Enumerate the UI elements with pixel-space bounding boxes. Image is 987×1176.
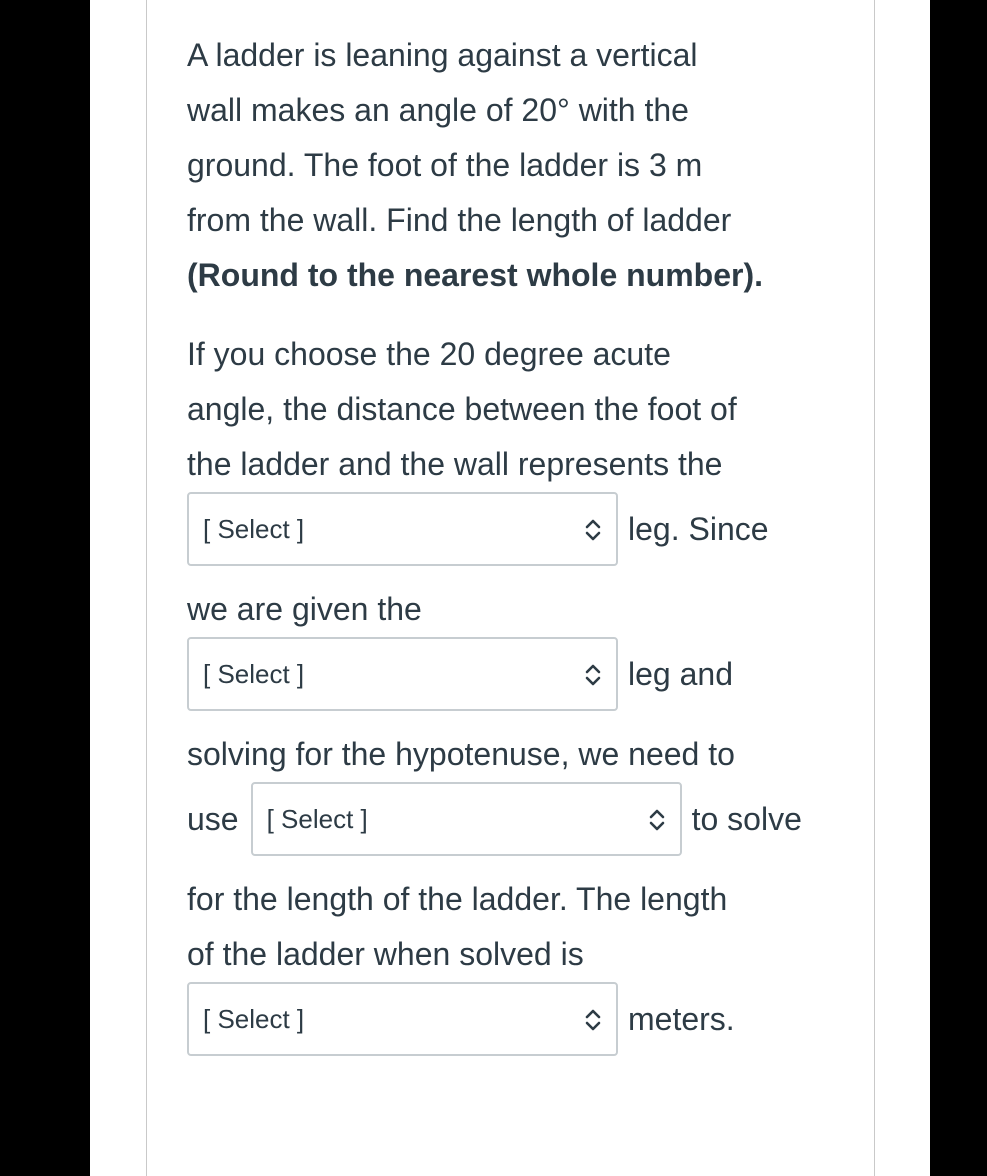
before-select-text: use <box>187 800 239 837</box>
body-line: for the length of the ladder. The length <box>187 881 728 917</box>
select-row-3 <box>187 782 847 856</box>
select-row-1 <box>187 492 847 566</box>
after-select-text: leg and <box>628 655 733 692</box>
question-card <box>90 0 930 1176</box>
body-line: solving for the hypotenuse, we need to <box>187 736 735 772</box>
body-line: If you choose the 20 degree acute <box>187 336 671 372</box>
dropdown-select-1[interactable] <box>187 492 618 566</box>
chevron-up-down-icon <box>648 806 666 834</box>
fill-in-paragraph <box>187 327 847 1056</box>
body-line: we are given the <box>187 591 422 627</box>
rounding-instruction: (Round to the nearest whole number). <box>187 257 764 293</box>
dropdown-select-2[interactable] <box>187 637 618 711</box>
body-line: the ladder and the wall represents the <box>187 446 723 482</box>
dropdown-select-3[interactable] <box>251 782 682 856</box>
problem-line: wall makes an angle of 20° with the <box>187 92 689 128</box>
chevron-up-down-icon <box>584 661 602 689</box>
problem-statement <box>187 28 847 303</box>
dropdown-select-4[interactable] <box>187 982 618 1056</box>
select-value: [ Select ] <box>266 804 368 834</box>
problem-line: A ladder is leaning against a vertical <box>187 37 698 73</box>
select-row-4 <box>187 982 847 1056</box>
right-divider <box>874 0 875 1176</box>
after-select-text: leg. Since <box>628 510 769 547</box>
select-value: [ Select ] <box>203 1004 305 1034</box>
problem-line: ground. The foot of the ladder is 3 m <box>187 147 703 183</box>
body-line: of the ladder when solved is <box>187 936 584 972</box>
chevron-up-down-icon <box>584 516 602 544</box>
after-select-text: meters. <box>628 1000 735 1037</box>
body-line: angle, the distance between the foot of <box>187 391 737 427</box>
question-content <box>187 28 847 1056</box>
left-divider <box>146 0 147 1176</box>
problem-line: from the wall. Find the length of ladder <box>187 202 732 238</box>
chevron-up-down-icon <box>584 1006 602 1034</box>
select-value: [ Select ] <box>203 659 305 689</box>
select-row-2 <box>187 637 847 711</box>
select-value: [ Select ] <box>203 514 305 544</box>
after-select-text: to solve <box>691 800 802 837</box>
